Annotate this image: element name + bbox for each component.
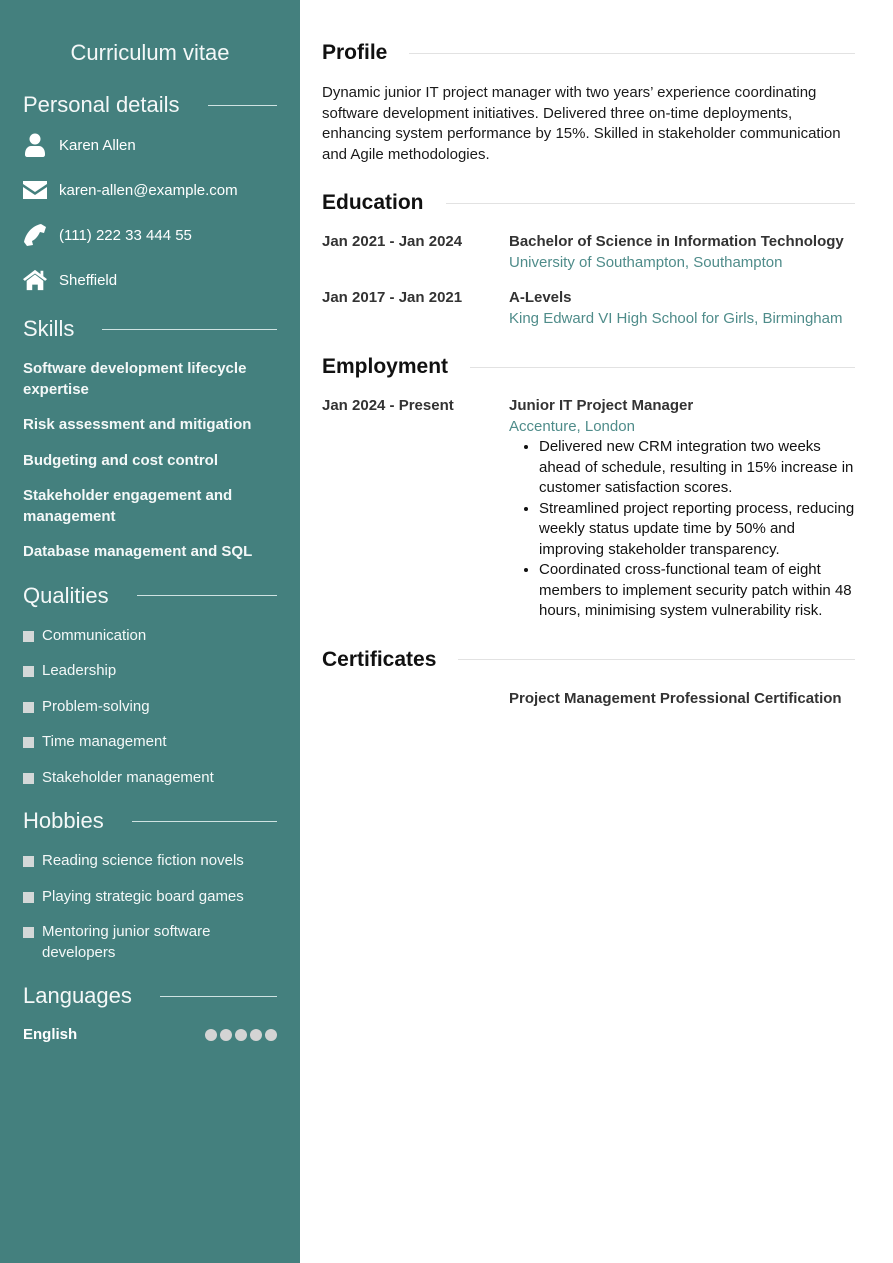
phone-icon <box>23 223 47 247</box>
heading-text: Hobbies <box>23 808 104 833</box>
square-bullet-icon <box>23 737 34 748</box>
contact-name <box>23 134 277 156</box>
skills-heading <box>23 314 277 344</box>
profile-heading <box>322 39 855 67</box>
contact-email <box>23 179 277 201</box>
employment-entry <box>322 396 855 622</box>
skill-item: Stakeholder engagement and management <box>23 487 233 525</box>
person-icon <box>23 133 47 157</box>
quality-item <box>23 732 277 753</box>
level-dot <box>220 1029 232 1041</box>
contact-text: karen-allen@example.com <box>59 181 238 199</box>
profile-text: Dynamic junior IT project manager with two years’ experience coordinating software development initiatives. Delivered three on-time deployments, enhancing system performance by 15%. Skilled in stakeholder communication and Agile methodologies. <box>322 84 841 163</box>
divider <box>132 821 277 822</box>
heading-text: Languages <box>23 983 132 1008</box>
hobby-item <box>23 851 277 872</box>
employment-heading <box>322 353 855 381</box>
entry-title: Bachelor of Science in Information Technology <box>509 233 844 250</box>
achievement-item: • Delivered new CRM integration two weeks ahead of schedule, resulting in 15% increase in customer satisfaction scores. <box>539 437 855 499</box>
item-text: Mentoring junior software developers <box>42 923 211 961</box>
education-heading <box>322 189 855 217</box>
quality-item <box>23 697 277 718</box>
certificates-heading <box>322 646 855 674</box>
entry-title: A-Levels <box>509 289 572 306</box>
contact-text: Karen Allen <box>59 136 136 154</box>
contact-text: Sheffield <box>59 271 118 289</box>
square-bullet-icon <box>23 892 34 903</box>
level-dot <box>250 1029 262 1041</box>
achievement-item: • Coordinated cross-functional team of eight members to implement security patch within 48 hours, minimising system vulnerability risk. <box>539 560 855 622</box>
hobbies-heading <box>23 806 277 836</box>
language-level <box>205 1029 277 1041</box>
achievement-item: • Streamlined project reporting process, reducing weekly status update time by 50% and improving stakeholder transparency. <box>539 499 855 561</box>
education-entry <box>322 288 855 329</box>
heading-text: Skills <box>23 316 75 341</box>
square-bullet-icon <box>23 702 34 713</box>
heading-text: Employment <box>322 355 449 378</box>
divider <box>470 367 855 368</box>
certificate-entry <box>322 689 855 710</box>
entry-date: Jan 2017 - Jan 2021 <box>322 289 463 306</box>
divider <box>409 53 855 54</box>
square-bullet-icon <box>23 631 34 642</box>
languages-heading <box>23 981 277 1011</box>
skill-item: Software development lifecycle expertise <box>23 360 247 398</box>
item-text: Problem-solving <box>42 697 150 715</box>
heading-text: Qualities <box>23 582 109 608</box>
square-bullet-icon <box>23 666 34 677</box>
divider <box>446 203 855 204</box>
skill-item: Risk assessment and mitigation <box>23 416 252 433</box>
entry-title: Junior IT Project Manager <box>509 397 694 414</box>
entry-date <box>322 689 509 710</box>
item-text: Time management <box>42 733 167 750</box>
item-text: Stakeholder management <box>42 768 214 786</box>
item-text: Leadership <box>42 662 117 679</box>
entry-org: King Edward VI High School for Girls, Birmingham <box>509 309 843 327</box>
sidebar <box>0 0 300 1263</box>
cv-title: Curriculum vitae <box>70 40 230 65</box>
quality-item <box>23 768 277 789</box>
item-text: Reading science fiction novels <box>42 852 244 869</box>
education-entry <box>322 232 855 273</box>
main-content <box>322 0 855 709</box>
divider <box>137 595 277 596</box>
divider <box>458 659 855 660</box>
heading-text: Education <box>322 191 424 214</box>
envelope-icon <box>23 178 47 202</box>
certificate-title: Project Management Professional Certification <box>509 689 842 707</box>
entry-org: Accenture, London <box>509 417 635 435</box>
square-bullet-icon <box>23 927 34 938</box>
hobby-item <box>23 887 277 908</box>
heading-text: Personal details <box>23 92 180 117</box>
skill-item: Budgeting and cost control <box>23 451 218 469</box>
heading-text: Profile <box>322 41 388 64</box>
quality-item <box>23 626 277 647</box>
contact-location <box>23 269 277 291</box>
quality-item <box>23 661 277 682</box>
achievement-list <box>509 437 855 622</box>
square-bullet-icon <box>23 856 34 867</box>
contact-phone <box>23 224 277 246</box>
divider <box>208 105 277 106</box>
divider <box>160 996 277 997</box>
personal-details-heading <box>23 90 277 120</box>
item-text: Playing strategic board games <box>42 887 244 905</box>
entry-date: Jan 2024 - Present <box>322 397 454 414</box>
hobby-item <box>23 922 277 963</box>
square-bullet-icon <box>23 773 34 784</box>
skill-item: Database management and SQL <box>23 543 253 560</box>
item-text: Communication <box>42 626 147 644</box>
level-dot <box>205 1029 217 1041</box>
heading-text: Certificates <box>322 647 437 671</box>
language-item <box>23 1026 277 1043</box>
level-dot <box>265 1029 277 1041</box>
contact-text: (111) 222 33 444 55 <box>59 226 192 244</box>
language-name: English <box>23 1026 78 1043</box>
divider <box>102 329 277 330</box>
qualities-heading <box>23 581 277 611</box>
home-icon <box>23 268 47 292</box>
level-dot <box>235 1029 247 1041</box>
entry-org: University of Southampton, Southampton <box>509 253 783 271</box>
entry-date: Jan 2021 - Jan 2024 <box>322 233 463 250</box>
